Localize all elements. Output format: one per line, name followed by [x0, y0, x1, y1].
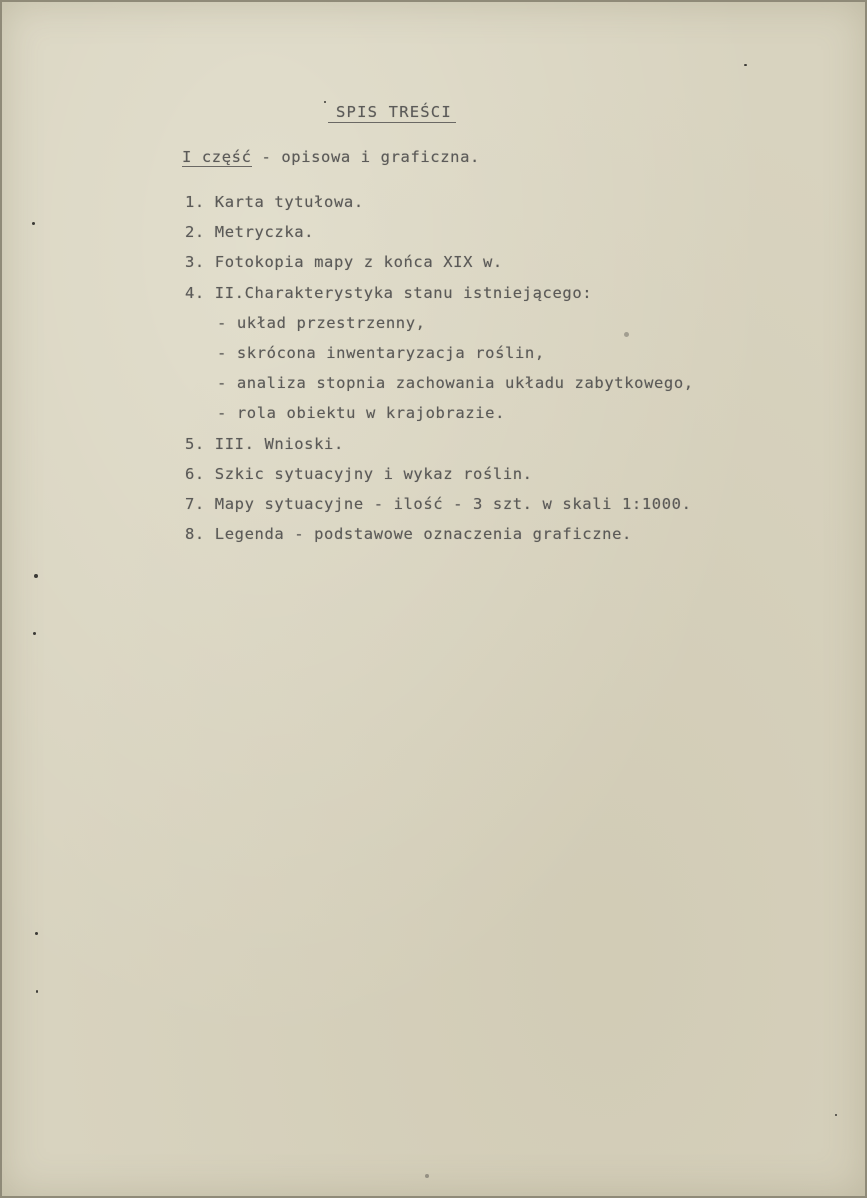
toc-item: 4. II.Charakterystyka stanu istniejącego:	[185, 283, 593, 302]
paper-speck	[425, 1174, 429, 1178]
page-title: SPIS TREŚCI	[328, 103, 456, 123]
paper-speck	[324, 101, 326, 103]
paper-speck	[835, 1114, 837, 1116]
toc-item: 6. Szkic sytuacyjny i wykaz roślin.	[185, 464, 533, 483]
toc-item: 1. Karta tytułowa.	[185, 193, 364, 211]
toc-item: 7. Mapy sytuacyjne - ilość - 3 szt. w skali 1:1000.	[185, 494, 692, 513]
toc-subitem: - układ przestrzenny,	[217, 313, 426, 332]
part-heading	[182, 148, 480, 166]
paper-speck	[34, 574, 38, 578]
toc-subitem: - analiza stopnia zachowania układu zabytkowego,	[217, 374, 694, 393]
paper-speck	[744, 64, 747, 66]
paper-speck	[33, 632, 36, 635]
toc-item: 3. Fotokopia mapy z końca XIX w.	[185, 253, 503, 272]
table-of-contents	[185, 188, 694, 550]
toc-item: 5. III. Wnioski.	[185, 434, 344, 453]
toc-subitem: - rola obiektu w krajobrazie.	[217, 404, 506, 423]
toc-subitem: - skrócona inwentaryzacja roślin,	[217, 343, 545, 362]
toc-item: 8. Legenda - podstawowe oznaczenia graficzne.	[185, 525, 632, 544]
paper-speck	[35, 932, 38, 935]
part-heading-description: - opisowa i graficzna.	[251, 148, 480, 166]
paper-speck	[32, 222, 35, 225]
toc-item: 2. Metryczka.	[185, 223, 315, 242]
part-heading-label: I część	[182, 148, 252, 166]
paper-speck	[36, 990, 38, 993]
paper-speck	[624, 332, 629, 337]
